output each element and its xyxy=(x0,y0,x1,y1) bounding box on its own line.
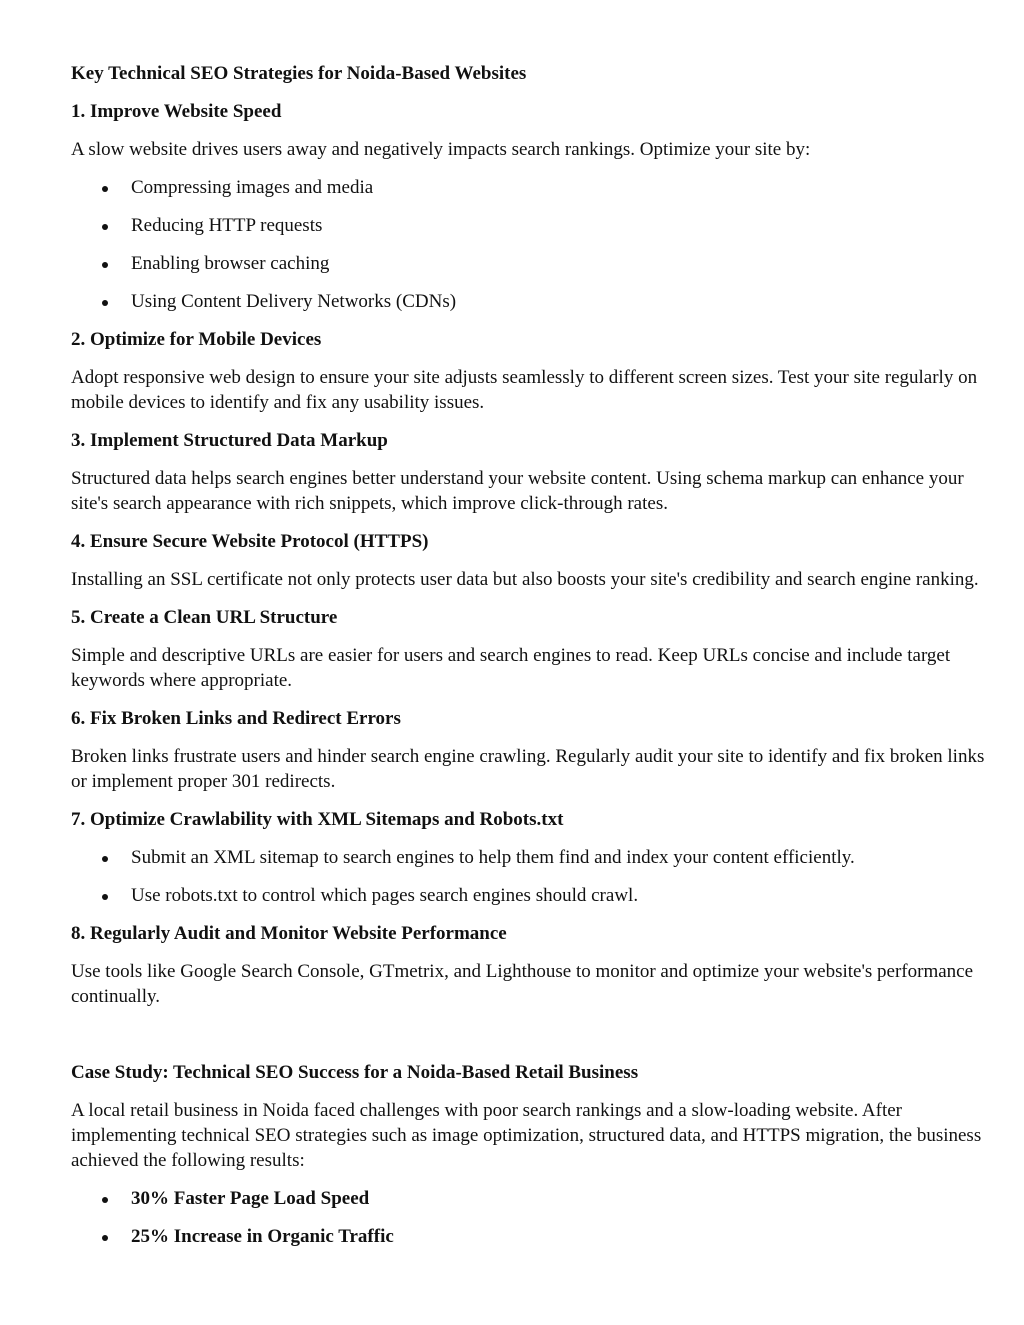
bullet-icon xyxy=(102,186,108,192)
section-heading-improve-speed: 1. Improve Website Speed xyxy=(71,101,282,122)
section-heading-url-structure: 5. Create a Clean URL Structure xyxy=(71,607,338,628)
section-paragraph-improve-speed: A slow website drives users away and negatively impacts search rankings. Optimize your site by: xyxy=(71,139,811,160)
bullet-icon xyxy=(102,300,108,306)
list-item: Submit an XML sitemap to search engines to help them find and index your content efficiently. xyxy=(71,845,994,870)
section-paragraph-broken-links: Broken links frustrate users and hinder search engine crawling. Regularly audit your site to identify and fix broken links or implement proper 301 redirects. xyxy=(71,746,985,792)
section-paragraph-https: Installing an SSL certificate not only protects user data but also boosts your site's credibility and search engine ranking. xyxy=(71,569,979,590)
case-study-results-list xyxy=(71,1186,994,1249)
section-spacer xyxy=(71,1022,994,1060)
case-study-heading: Case Study: Technical SEO Success for a Noida-Based Retail Business xyxy=(71,1062,639,1083)
section-paragraph-url-structure: Simple and descriptive URLs are easier for users and search engines to read. Keep URLs concise and include target keywords where appropriate. xyxy=(71,645,951,691)
list-item: Use robots.txt to control which pages search engines should crawl. xyxy=(71,883,994,908)
list-item: Compressing images and media xyxy=(71,175,994,200)
case-study-paragraph: A local retail business in Noida faced challenges with poor search rankings and a slow-loading website. After implementing technical SEO strategies such as image optimization, structured data, and HTTPS migration, the business achieved the following results: xyxy=(71,1100,982,1171)
section-heading-audit: 8. Regularly Audit and Monitor Website Performance xyxy=(71,923,507,944)
section-heading-structured-data: 3. Implement Structured Data Markup xyxy=(71,430,388,451)
crawlability-tips-list xyxy=(71,845,994,908)
section-heading-mobile: 2. Optimize for Mobile Devices xyxy=(71,329,322,350)
list-item: Enabling browser caching xyxy=(71,251,994,276)
speed-tips-list xyxy=(71,175,994,314)
section-heading-https: 4. Ensure Secure Website Protocol (HTTPS) xyxy=(71,531,429,552)
section-heading-crawlability: 7. Optimize Crawlability with XML Sitemaps and Robots.txt xyxy=(71,809,564,830)
bullet-icon xyxy=(102,1197,108,1203)
section-paragraph-structured-data: Structured data helps search engines better understand your website content. Using schema markup can enhance your site's search appearance with rich snippets, which improve click-through rates. xyxy=(71,468,964,514)
bullet-icon xyxy=(102,894,108,900)
list-item: Using Content Delivery Networks (CDNs) xyxy=(71,289,994,314)
document-title: Key Technical SEO Strategies for Noida-Based Websites xyxy=(71,63,527,84)
list-item: Reducing HTTP requests xyxy=(71,213,994,238)
bullet-icon xyxy=(102,1235,108,1241)
bullet-icon xyxy=(102,856,108,862)
section-heading-broken-links: 6. Fix Broken Links and Redirect Errors xyxy=(71,708,401,729)
section-paragraph-audit: Use tools like Google Search Console, GTmetrix, and Lighthouse to monitor and optimize your website's performance continually. xyxy=(71,961,974,1007)
bullet-icon xyxy=(102,262,108,268)
bullet-icon xyxy=(102,224,108,230)
list-item: 30% Faster Page Load Speed xyxy=(71,1186,994,1211)
section-paragraph-mobile: Adopt responsive web design to ensure your site adjusts seamlessly to different screen sizes. Test your site regularly on mobile devices to identify and fix any usability issues. xyxy=(71,367,978,413)
list-item: 25% Increase in Organic Traffic xyxy=(71,1224,994,1249)
